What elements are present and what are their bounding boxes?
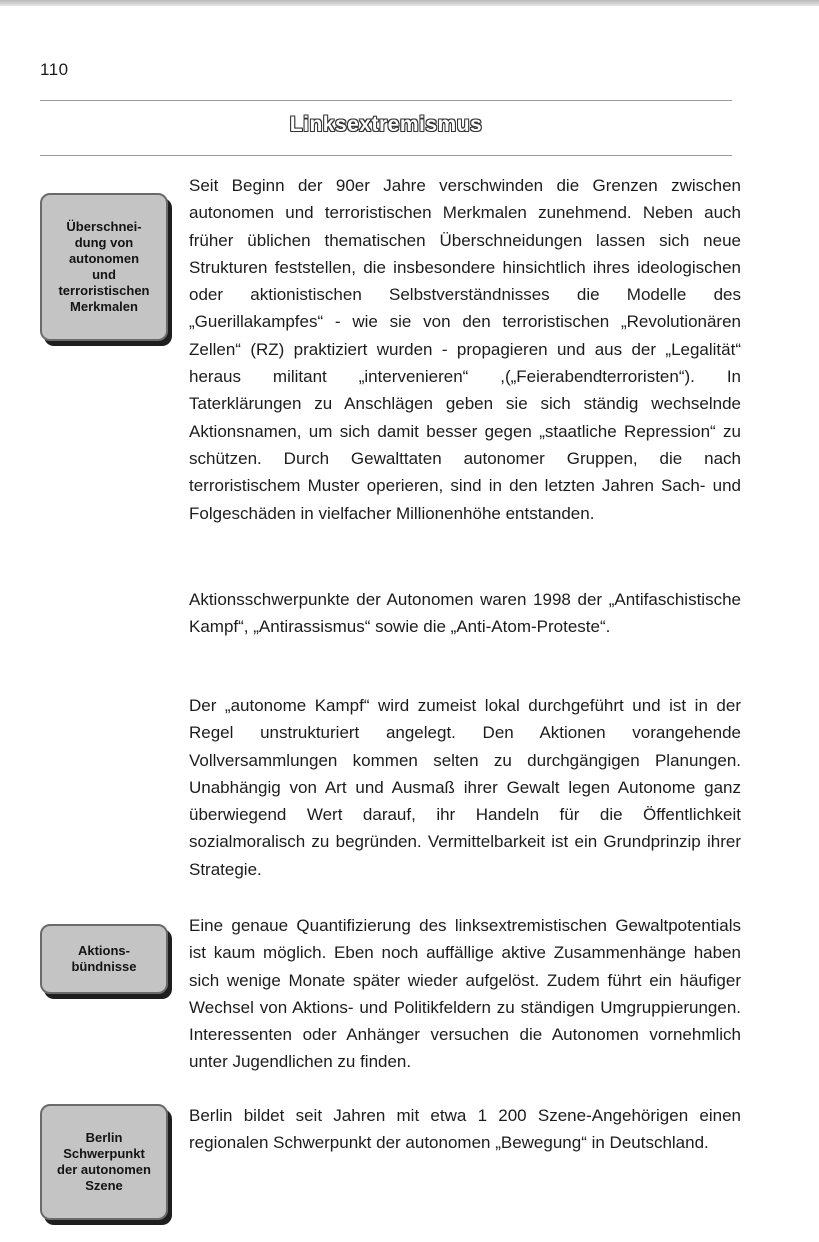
page-top-edge xyxy=(0,0,819,6)
paragraph: Seit Beginn der 90er Jahre verschwinden die Grenzen zwischen autonomen und terroristischen Merkmalen zunehmend. Neben auch früher üblichen thematischen Überschneidungen lassen sich neue Strukturen feststellen, die insbesondere hinsichtlich ihres ideologischen oder aktionistischen Selbstverständnisses die Modelle des „Guerillakampfes“ - wie sie von den terroristischen „Revolutionären Zellen“ (RZ) praktiziert wurden - propagieren und aus der „Legalität“ heraus militant „intervenieren“ ,(„Feierabendterroristen“). In Taterklärungen zu Anschlägen geben sie sich ständig wechselnde Aktionsnamen, um sich damit besser gegen „staatliche Repression“ zu schützen. Durch Gewalttaten autonomer Gruppen, die nach terroristischem Muster operieren, sind in den letzten Jahren Sach- und Folgeschäden in vielfacher Millionenhöhe entstanden. xyxy=(189,176,741,523)
paragraph: Berlin bildet seit Jahren mit etwa 1 200 Szene-Angehörigen einen regionalen Schwerpunkt der autonomen „Bewegung“ in Deutschland. xyxy=(189,1106,741,1153)
header-rule-bottom xyxy=(40,155,732,156)
margin-note-alliances: Aktions- bündnisse xyxy=(40,924,168,994)
header-rule-top xyxy=(40,100,732,101)
margin-note-overlap: Überschnei- dung von autonomen und terroristischen Merkmalen xyxy=(40,193,168,341)
paragraph: Eine genaue Quantifizierung des linksextremistischen Gewaltpotentials ist kaum möglich. Eben noch auffällige aktive Zusammenhänge haben sich wenige Monate später wieder aufgelöst. Zudem führt ein häufiger Wechsel von Aktions- und Politikfeldern zu ständigen Umgruppierungen. Interessenten oder Anhänger versuchen die Autonomen vornehmlich unter Jugendlichen zu finden. xyxy=(189,916,741,1072)
page-number: 110 xyxy=(40,60,69,79)
paragraph: Der „autonome Kampf“ wird zumeist lokal durchgeführt und ist in der Regel unstrukturiert angelegt. Den Aktionen vorangehende Vollversammlungen kommen selten zu durchgängigen Planungen. Unabhängig von Art und Ausmaß ihrer Gewalt legen Autonome ganz überwiegend Wert darauf, ihr Handeln für die Öffentlichkeit sozialmoralisch zu begründen. Vermittelbarkeit ist ein Grundprinzip ihrer Strategie. xyxy=(189,696,741,879)
paragraph: Aktionsschwerpunkte der Autonomen waren 1998 der „Antifaschistische Kampf“, „Antirassismus“ sowie die „Anti-Atom-Proteste“. xyxy=(189,590,741,637)
chapter-title: Linksextremismus xyxy=(289,113,483,136)
margin-note-berlin: Berlin Schwerpunkt der autonomen Szene xyxy=(40,1104,168,1220)
